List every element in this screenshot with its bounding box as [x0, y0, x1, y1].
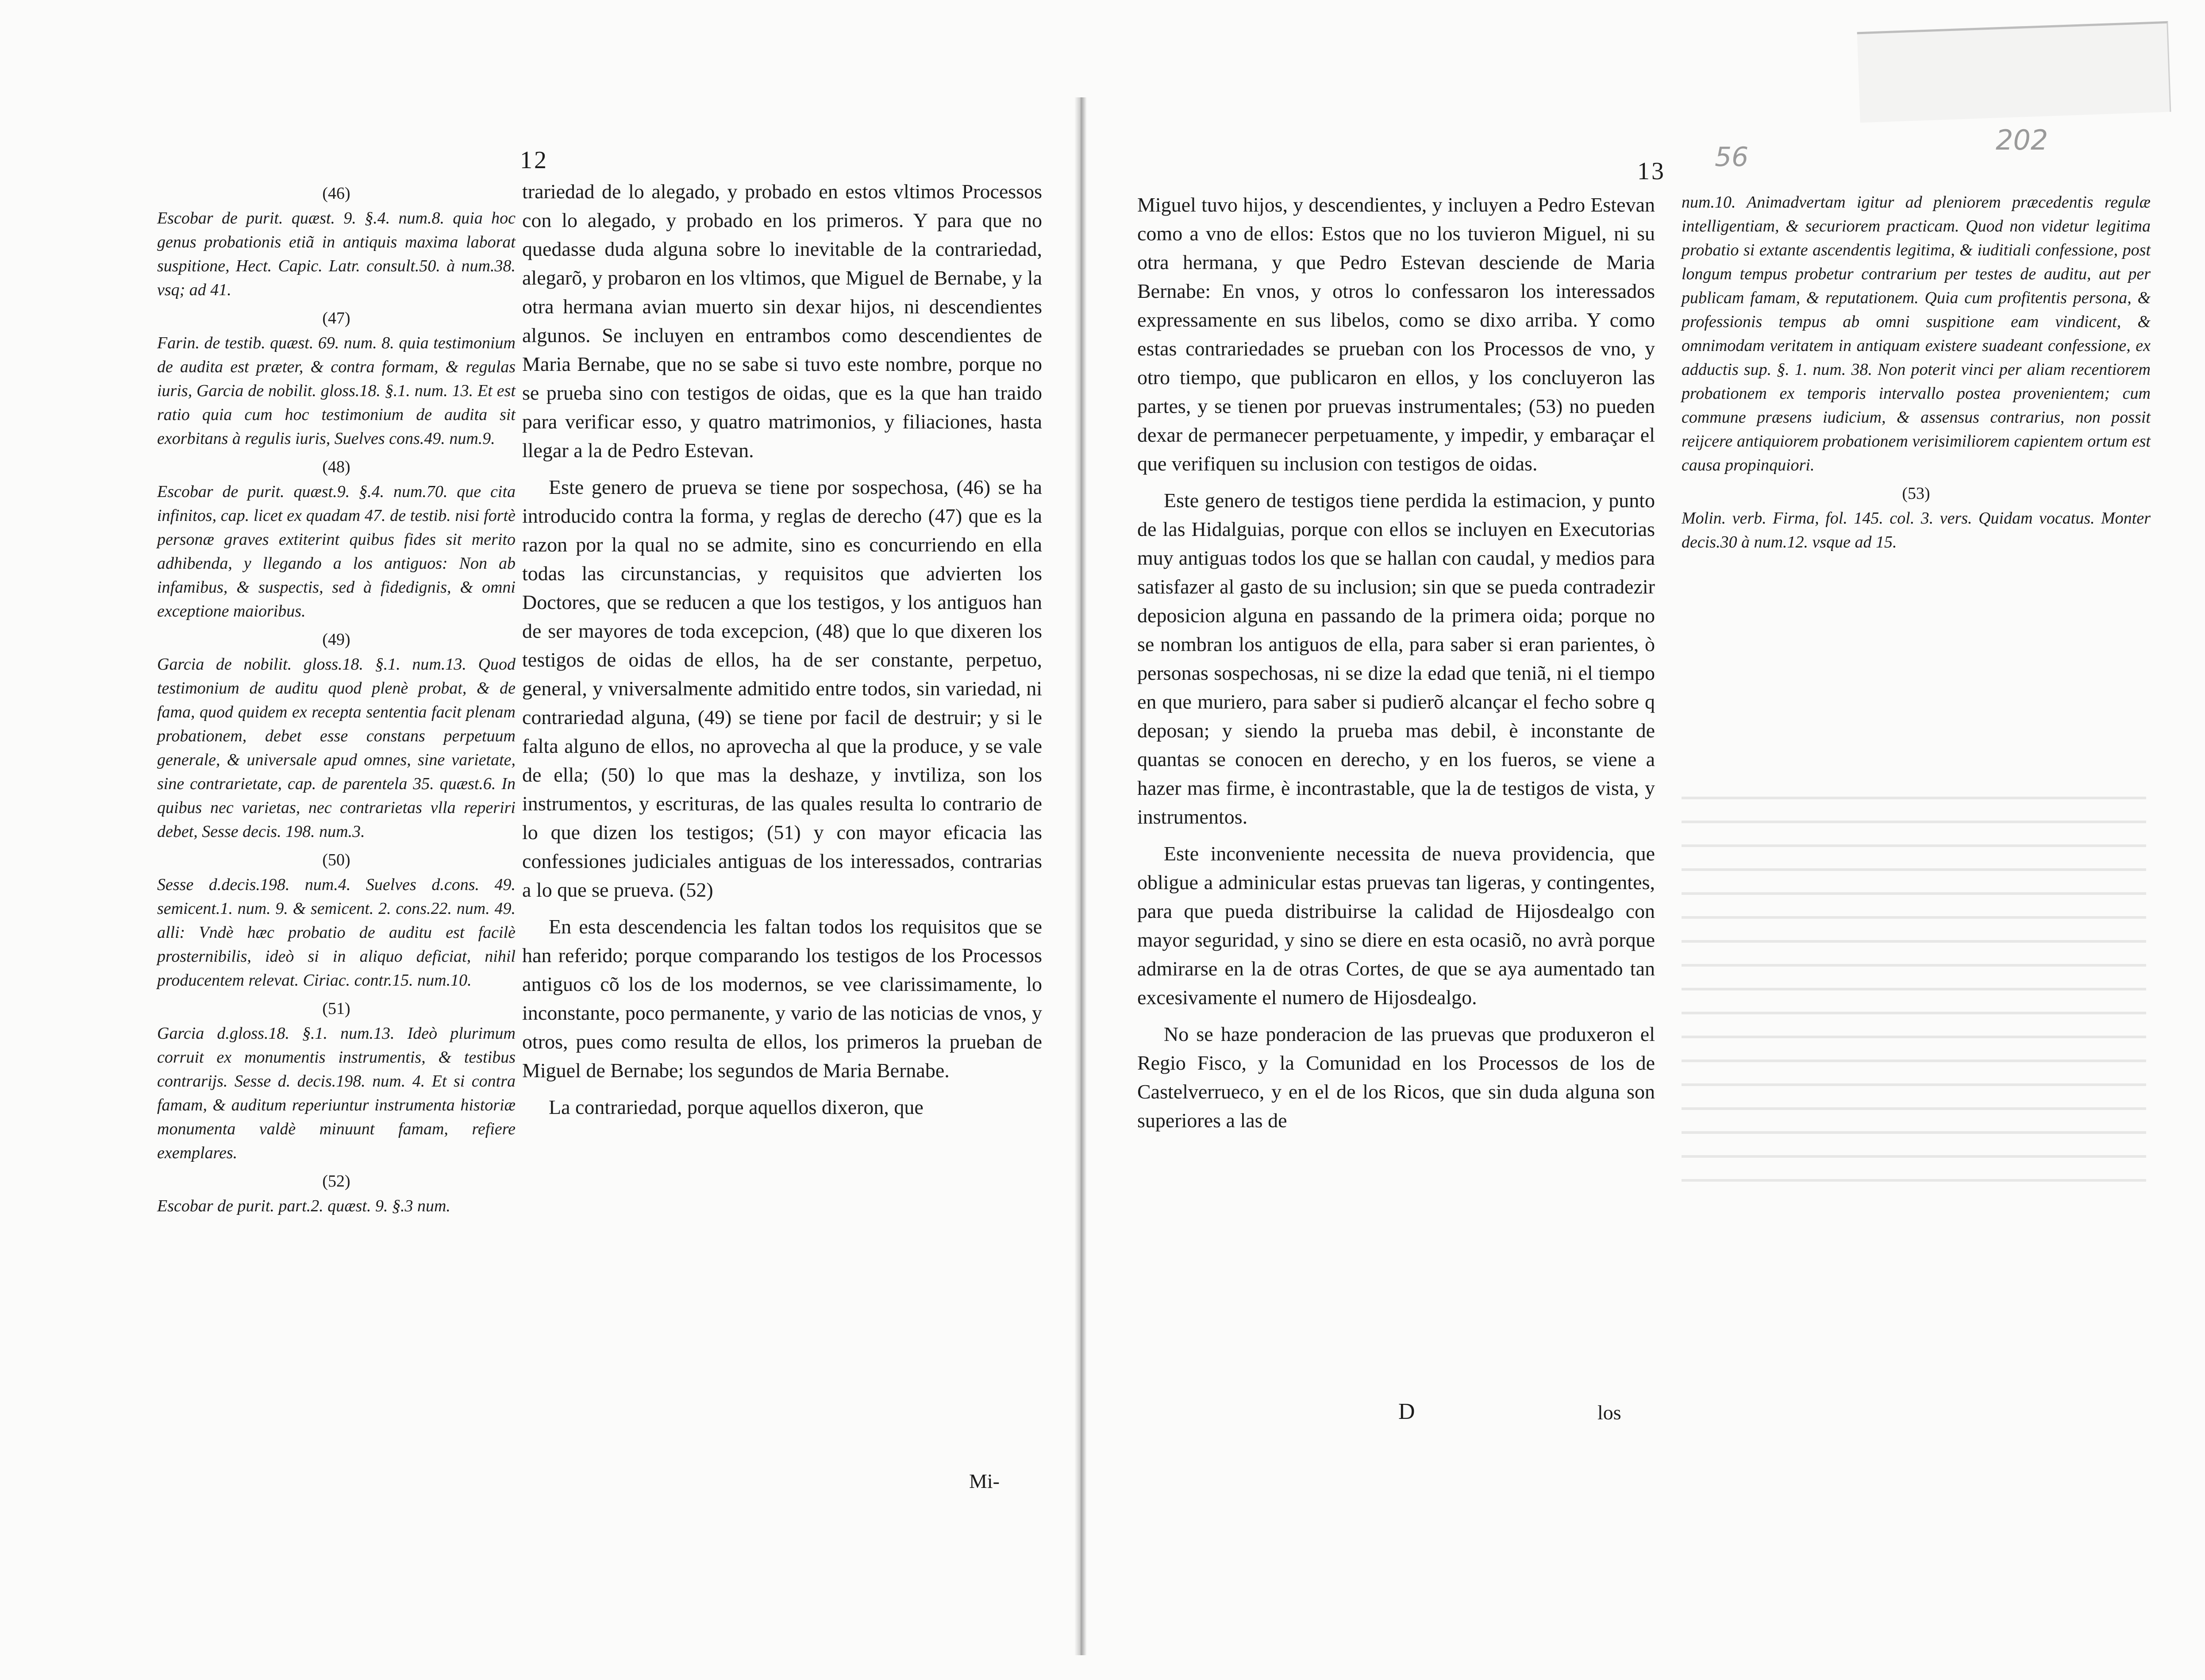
paragraph: La contrariedad, porque aquellos dixeron, que	[549, 1096, 924, 1118]
note-text: Farin. de testib. quæst. 69. num. 8. quia testimonium de audita est præter, & contra formam, & regulas iuris, Garcia de nobilit. gloss.18. §.1. num. 13. Et est ratio quia cum hoc testimonium de audita sit exorbitans à regulis iuris, Suelves cons.49. num.9.	[157, 334, 516, 448]
note-ref: (47)	[322, 309, 350, 328]
paragraph: trariedad de lo alegado, y probado en estos vltimos Processos con lo alegado, y probado en los primeros. Y para que no quedasse duda alguna sobre lo inevitable de la contrariedad, alegarõ, y probaron en los vltimos, que Miguel de Bernabe, y la otra hermana avian muerto sin dexar hijos, ni descendientes algunos. Se incluyen en entrambos como descendientes de Maria Bernabe, que no se sabe si tuvo este nombre, porque no se prueba sino con testigos de oidas, que es la que han traido para verificar esso, y quatro matrimonios, y filiaciones, hasta llegar a la de Pedro Estevan.	[522, 180, 1042, 462]
signature-mark: D	[1398, 1399, 1415, 1424]
note-text: Escobar de purit. quæst. 9. §.4. num.8. quia hoc genus probationis etiã in antiquis maxima laborat suspitione, Hect. Capic. Latr. consult.50. à num.38. vsq; ad 41.	[157, 209, 516, 299]
torn-page-corner	[1857, 21, 2171, 123]
page-number-left: 12	[520, 146, 548, 174]
right-margin-notes	[1682, 190, 2151, 554]
note-text: Escobar de purit. part.2. quæst. 9. §.3 num.	[157, 1197, 450, 1215]
note-text: Molin. verb. Firma, fol. 145. col. 3. vers. Quidam vocatus. Monter decis.30 à num.12. vsque ad 15.	[1682, 509, 2151, 551]
book-gutter	[1074, 97, 1087, 1655]
paragraph: En esta descendencia les faltan todos los requisitos que se han referido; porque comparando los testigos de los Processos antiguos cõ los de los modernos, se vee clarissimamente, lo inconstante, poco permanente, y vario de las noticias de vnos, y otros, pues como resulta de ellos, los primeros la prueban de Miguel de Bernabe; los segundos de Maria Bernabe.	[522, 915, 1042, 1082]
note-text: Sesse d.decis.198. num.4. Suelves d.cons. 49. semicent.1. num. 9. & semicent. 2. cons.22. num. 49. alli: Vndè hæc probatio de auditu est facilè prosternibilis, ideò si in aliquo deficiat, nihil producentem relevat. Ciriac. contr.15. num.10.	[157, 875, 516, 990]
note-text: Escobar de purit. quæst.9. §.4. num.70. que cita infinitos, cap. licet ex quadam 47. de testib. nisi fortè personæ graves extiterint quibus fides sit merito adhibenda, y llegando a los antiguos: Non ab infamibus, & suspectis, sed à fidedignis, & omni exceptione maioribus.	[157, 482, 516, 620]
left-body-text	[522, 177, 1042, 1129]
show-through-text	[1682, 797, 2146, 1195]
note-ref: (52)	[322, 1172, 350, 1191]
note-ref: (51)	[322, 999, 350, 1018]
pencil-mark: 56	[1715, 142, 1749, 173]
note-text: num.10. Animadvertam igitur ad pleniorem præcedentis regulæ intelligentiam, & securiorem practicam. Quod non videtur legitima probatio si extante ascendentis legitima, & iuditiali confessione, post longum tempus probetur contrarium per testes de auditu, aut per publicam famam, & reputationem. Quia cum profitentis persona, & professionis tempus ab omni suspitione eam vindicent, & omnimodam veritatem in antiquam existere suadeant confessione, ex adductis sup. §. 1. num. 38. Non poterit vinci per aliam recentiorem probationem ex temporis intervallo postea provenientem; cum commune præsens iudicium, & assensus contrarius, non possit reijcere antiquiorem probationem verisimiliorem capientem ortum est causa propinquiori.	[1682, 193, 2151, 474]
note-text: Garcia d.gloss.18. §.1. num.13. Ideò plurimum corruit ex monumentis instrumentis, & testibus contrarijs. Sesse d. decis.198. num. 4. Et si contra famam, & auditum reperiuntur instrumenta historiæ monumenta valdè minuunt famam, refiere exemplares.	[157, 1024, 516, 1162]
catchword-left: Mi-	[969, 1470, 1000, 1492]
note-ref: (46)	[322, 184, 350, 203]
page-number-right: 13	[1637, 158, 1666, 185]
note-text: Garcia de nobilit. gloss.18. §.1. num.13. Quod testimonium de auditu quod plenè probat, & de fama, quod quidem ex recepta sententia facit plenam probationem, debet esse constans perpetuum generale, & universale apud omnes, sine varietate, sine contrarietate, cap. de parentela 35. quæst.6. In quibus nec varietas, nec contrarietas vlla reperiri debet, Sesse decis. 198. num.3.	[157, 655, 516, 841]
paragraph: Este genero de prueva se tiene por sospechosa, (46) se ha introducido contra la forma, y reglas de derecho (47) que es la razon por la qual no se admite, sino es concurriendo en ella todas las circunstancias, y requisitos que advierten los Doctores, que se reducen a que los testigos, y los antiguos han de ser mayores de toda excepcion, (48) que lo que dixeren los testigos de oidas de ellos, ha de ser constante, perpetuo, general, y vniversalmente admitido entre todos, sin variedad, ni contrariedad alguna, (49) se tiene por facil de destruir; y si le falta alguno de ellos, no aprovecha al que la produce, y se vale de ella; (50) lo que mas la deshaze, y invtiliza, son los instrumentos, y escrituras, de las quales resulta lo contrario de lo que dizen los testigos; (51) y con mayor eficacia las confessiones judiciales antiguas de los interessados, contrarias a lo que se prueva. (52)	[522, 476, 1042, 901]
pencil-mark: 202	[1996, 124, 2048, 156]
left-margin-notes	[157, 177, 516, 1218]
right-body-text	[1137, 190, 1655, 1143]
note-ref: (48)	[322, 458, 350, 476]
catchword-right: los	[1597, 1401, 1621, 1424]
paragraph: Miguel tuvo hijos, y descendientes, y incluyen a Pedro Estevan como a vno de ellos: Estos que no los tuvieron Miguel, ni su otra hermana, y que Pedro Estevan desciende de Maria Bernabe: En vnos, y otros lo confessaron los interessados expressamente en sus libelos, como se dixo arriba. Y como estas contrariedades se prueban con los Processos de vno, y otro tiempo, que publicaron en ellos, y los concluyeron las partes, y se tienen por pruevas instrumentales; (53) no pueden dexar de permanecer perpetuamente, y impedir, y embaraçar el que verifiquen su inclusion con testigos de oidas.	[1137, 193, 1655, 475]
paragraph: No se haze ponderacion de las pruevas que produxeron el Regio Fisco, y la Comunidad en los Processos de los de Castelverrueco, y en el de los Ricos, que sin duda alguna son superiores a las de	[1137, 1023, 1655, 1132]
paragraph: Este inconveniente necessita de nueva providencia, que obligue a adminicular estas pruevas tan ligeras, y contingentes, para que pueda distribuirse la calidad de Hijosdealgo con mayor seguridad, y sino se diere en esta ocasiõ, no avrà porque admirarse en la de otras Cortes, de que se aya aumentado tan excesivamente el numero de Hijosdealgo.	[1137, 842, 1655, 1009]
note-ref: (50)	[322, 851, 350, 869]
note-ref: (49)	[322, 630, 350, 649]
note-ref: (53)	[1902, 484, 1930, 503]
paragraph: Este genero de testigos tiene perdida la estimacion, y punto de las Hidalguias, porque con ellos se incluyen en Executorias muy antiguas todos los que se hallan con caudal, y medios para satisfazer al gasto de su inclusion; sin que se pueda contradezir deposicion alguna en passando de la primera oida; porque no se nombran los antiguos de ella, para saber si eran parientes, ò personas sospechosas, ni se dize la edad que teniã, ni el tiempo en que muriero, para saber si pudierõ alcançar el fecho sobre q deposan; y siendo la prueba mas debil, è inconstante de quantas se conocen en derecho, y en los fueros, se viene a hazer mas firme, è incontrastable, que la de testigos de vista, y instrumentos.	[1137, 489, 1655, 828]
